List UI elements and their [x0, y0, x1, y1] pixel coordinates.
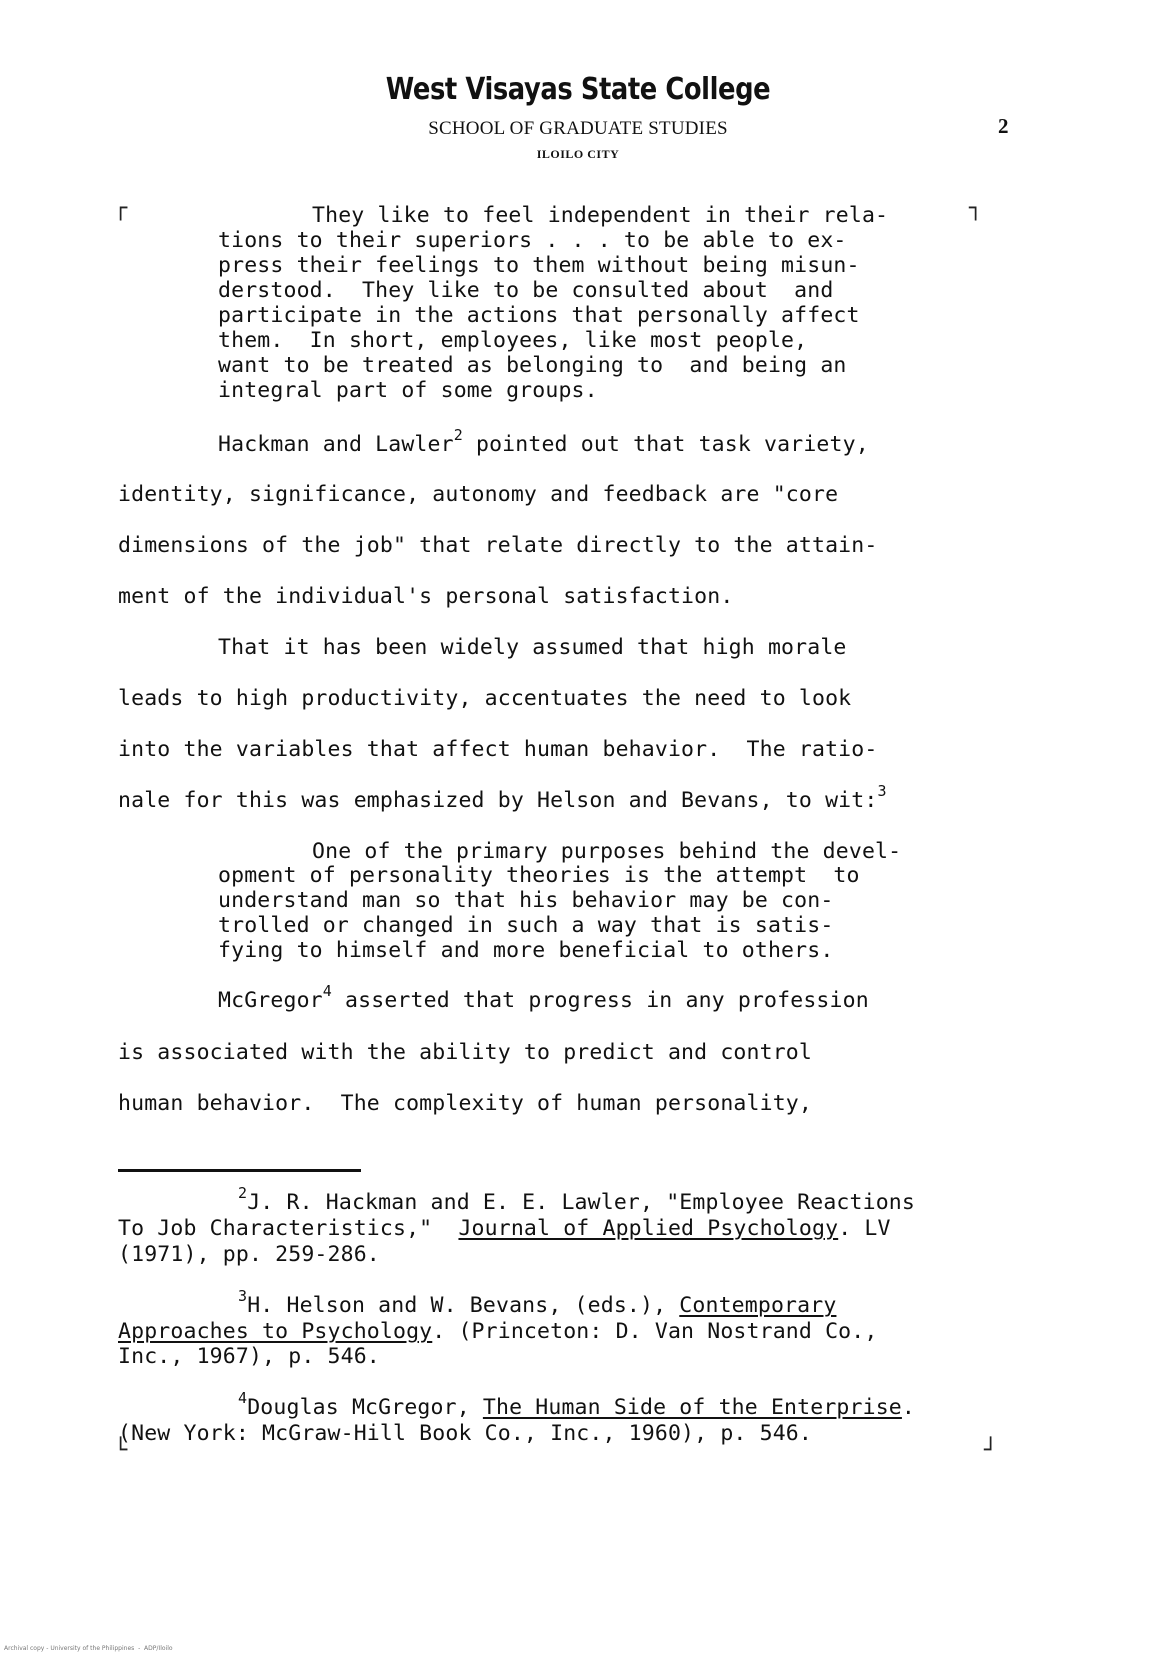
quote1-line: them. In short, employees, like most people,	[218, 328, 808, 353]
footnote-text: . (Princeton: D. Van Nostrand Co.,	[432, 1319, 878, 1344]
para1-line: ment of the individual's personal satisfaction.	[118, 584, 734, 609]
footnote-number: 3	[238, 1287, 248, 1305]
quote1-line: tions to their superiors . . . to be able to ex-	[218, 228, 847, 253]
crop-mark-bottom-right: ┘	[984, 1438, 998, 1463]
para1-line: dimensions of the job" that relate directly to the attain-	[118, 533, 878, 558]
author-name: McGregor	[218, 988, 323, 1013]
para1-line: identity, significance, autonomy and feedback are "core	[118, 482, 839, 507]
footnote-text: .	[901, 1395, 916, 1420]
footnote-number: 4	[238, 1389, 248, 1407]
college-name: West Visayas State College	[385, 72, 771, 107]
quote1-line: press their feelings to them without being misun-	[218, 253, 860, 278]
footnote-2-line	[118, 1216, 891, 1241]
footnote-2	[238, 1184, 915, 1215]
footnote-3	[238, 1287, 837, 1318]
para2-text: nale for this was emphasized by Helson and Bevans, to wit:	[118, 788, 878, 813]
para2-line: leads to high productivity, accentuates the need to look	[118, 686, 852, 711]
para3-line: is associated with the ability to predict and control	[118, 1040, 812, 1065]
footnote-3-line	[118, 1319, 877, 1344]
footnote-text: . LV	[838, 1216, 891, 1241]
para2-line: into the variables that affect human behavior. The ratio-	[118, 737, 878, 762]
school-name: SCHOOL OF GRADUATE STUDIES	[428, 118, 728, 139]
crop-mark-top-right: ┐	[969, 196, 983, 221]
quote2-line: trolled or changed in such a way that is satis-	[218, 913, 834, 938]
quote2-line: opment of personality theories is the attempt to	[218, 863, 860, 888]
footnote-ref: 2	[453, 426, 463, 444]
footnote-2-line: (1971), pp. 259-286.	[118, 1242, 380, 1267]
footnote-text: Douglas McGregor,	[247, 1395, 483, 1420]
quote1-line: participate in the actions that personally affect	[218, 303, 860, 328]
book-title: Approaches to Psychology	[118, 1319, 433, 1344]
journal-title: Journal of Applied Psychology	[458, 1216, 839, 1241]
footnote-4	[238, 1389, 916, 1420]
quote1-line: integral part of some groups.	[218, 378, 598, 403]
footnote-ref: 3	[877, 782, 887, 800]
footnote-number: 2	[238, 1184, 248, 1202]
quote1-line: derstood. They like to be consulted about and	[218, 278, 834, 303]
para1-line	[218, 426, 869, 457]
quote2-line: understand man so that his behavior may be con-	[218, 888, 834, 913]
crop-mark-top-left: ┌	[114, 196, 128, 221]
page-number: 2	[998, 114, 1009, 138]
quote1-line: want to be treated as belonging to and being an	[218, 353, 847, 378]
quote1-line: They like to feel independent in their rela-	[312, 203, 889, 228]
footnote-text: To Job Characteristics,"	[118, 1216, 459, 1241]
para3-line	[218, 982, 869, 1013]
footnote-rule	[118, 1169, 361, 1172]
scan-footer: Archival copy - University of the Philippines - ADP/Iloilo	[4, 1645, 173, 1652]
para1-text: pointed out that task variety,	[462, 432, 869, 457]
author-name: Hackman and Lawler	[218, 432, 454, 457]
footnote-text: H. Helson and W. Bevans, (eds.),	[247, 1293, 680, 1318]
footnote-3-line: Inc., 1967), p. 546.	[118, 1344, 380, 1369]
book-title: The Human Side of the Enterprise	[482, 1395, 902, 1420]
crop-mark-bottom-left: └	[114, 1438, 128, 1463]
para2-line	[118, 782, 887, 813]
footnote-ref: 4	[322, 982, 332, 1000]
footnote-text: J. R. Hackman and E. E. Lawler, "Employee Reactions	[247, 1190, 915, 1215]
para2-line: That it has been widely assumed that high morale	[218, 635, 847, 660]
quote2-line: One of the primary purposes behind the devel-	[312, 839, 902, 864]
city-name: ILOILO CITY	[536, 147, 620, 161]
para3-line: human behavior. The complexity of human personality,	[118, 1091, 812, 1116]
quote2-line: fying to himself and more beneficial to others.	[218, 938, 834, 963]
footnote-4-line: (New York: McGraw-Hill Book Co., Inc., 1960), p. 546.	[118, 1421, 812, 1446]
book-title: Contemporary	[679, 1293, 837, 1318]
para3-text: asserted that progress in any profession	[331, 988, 869, 1013]
